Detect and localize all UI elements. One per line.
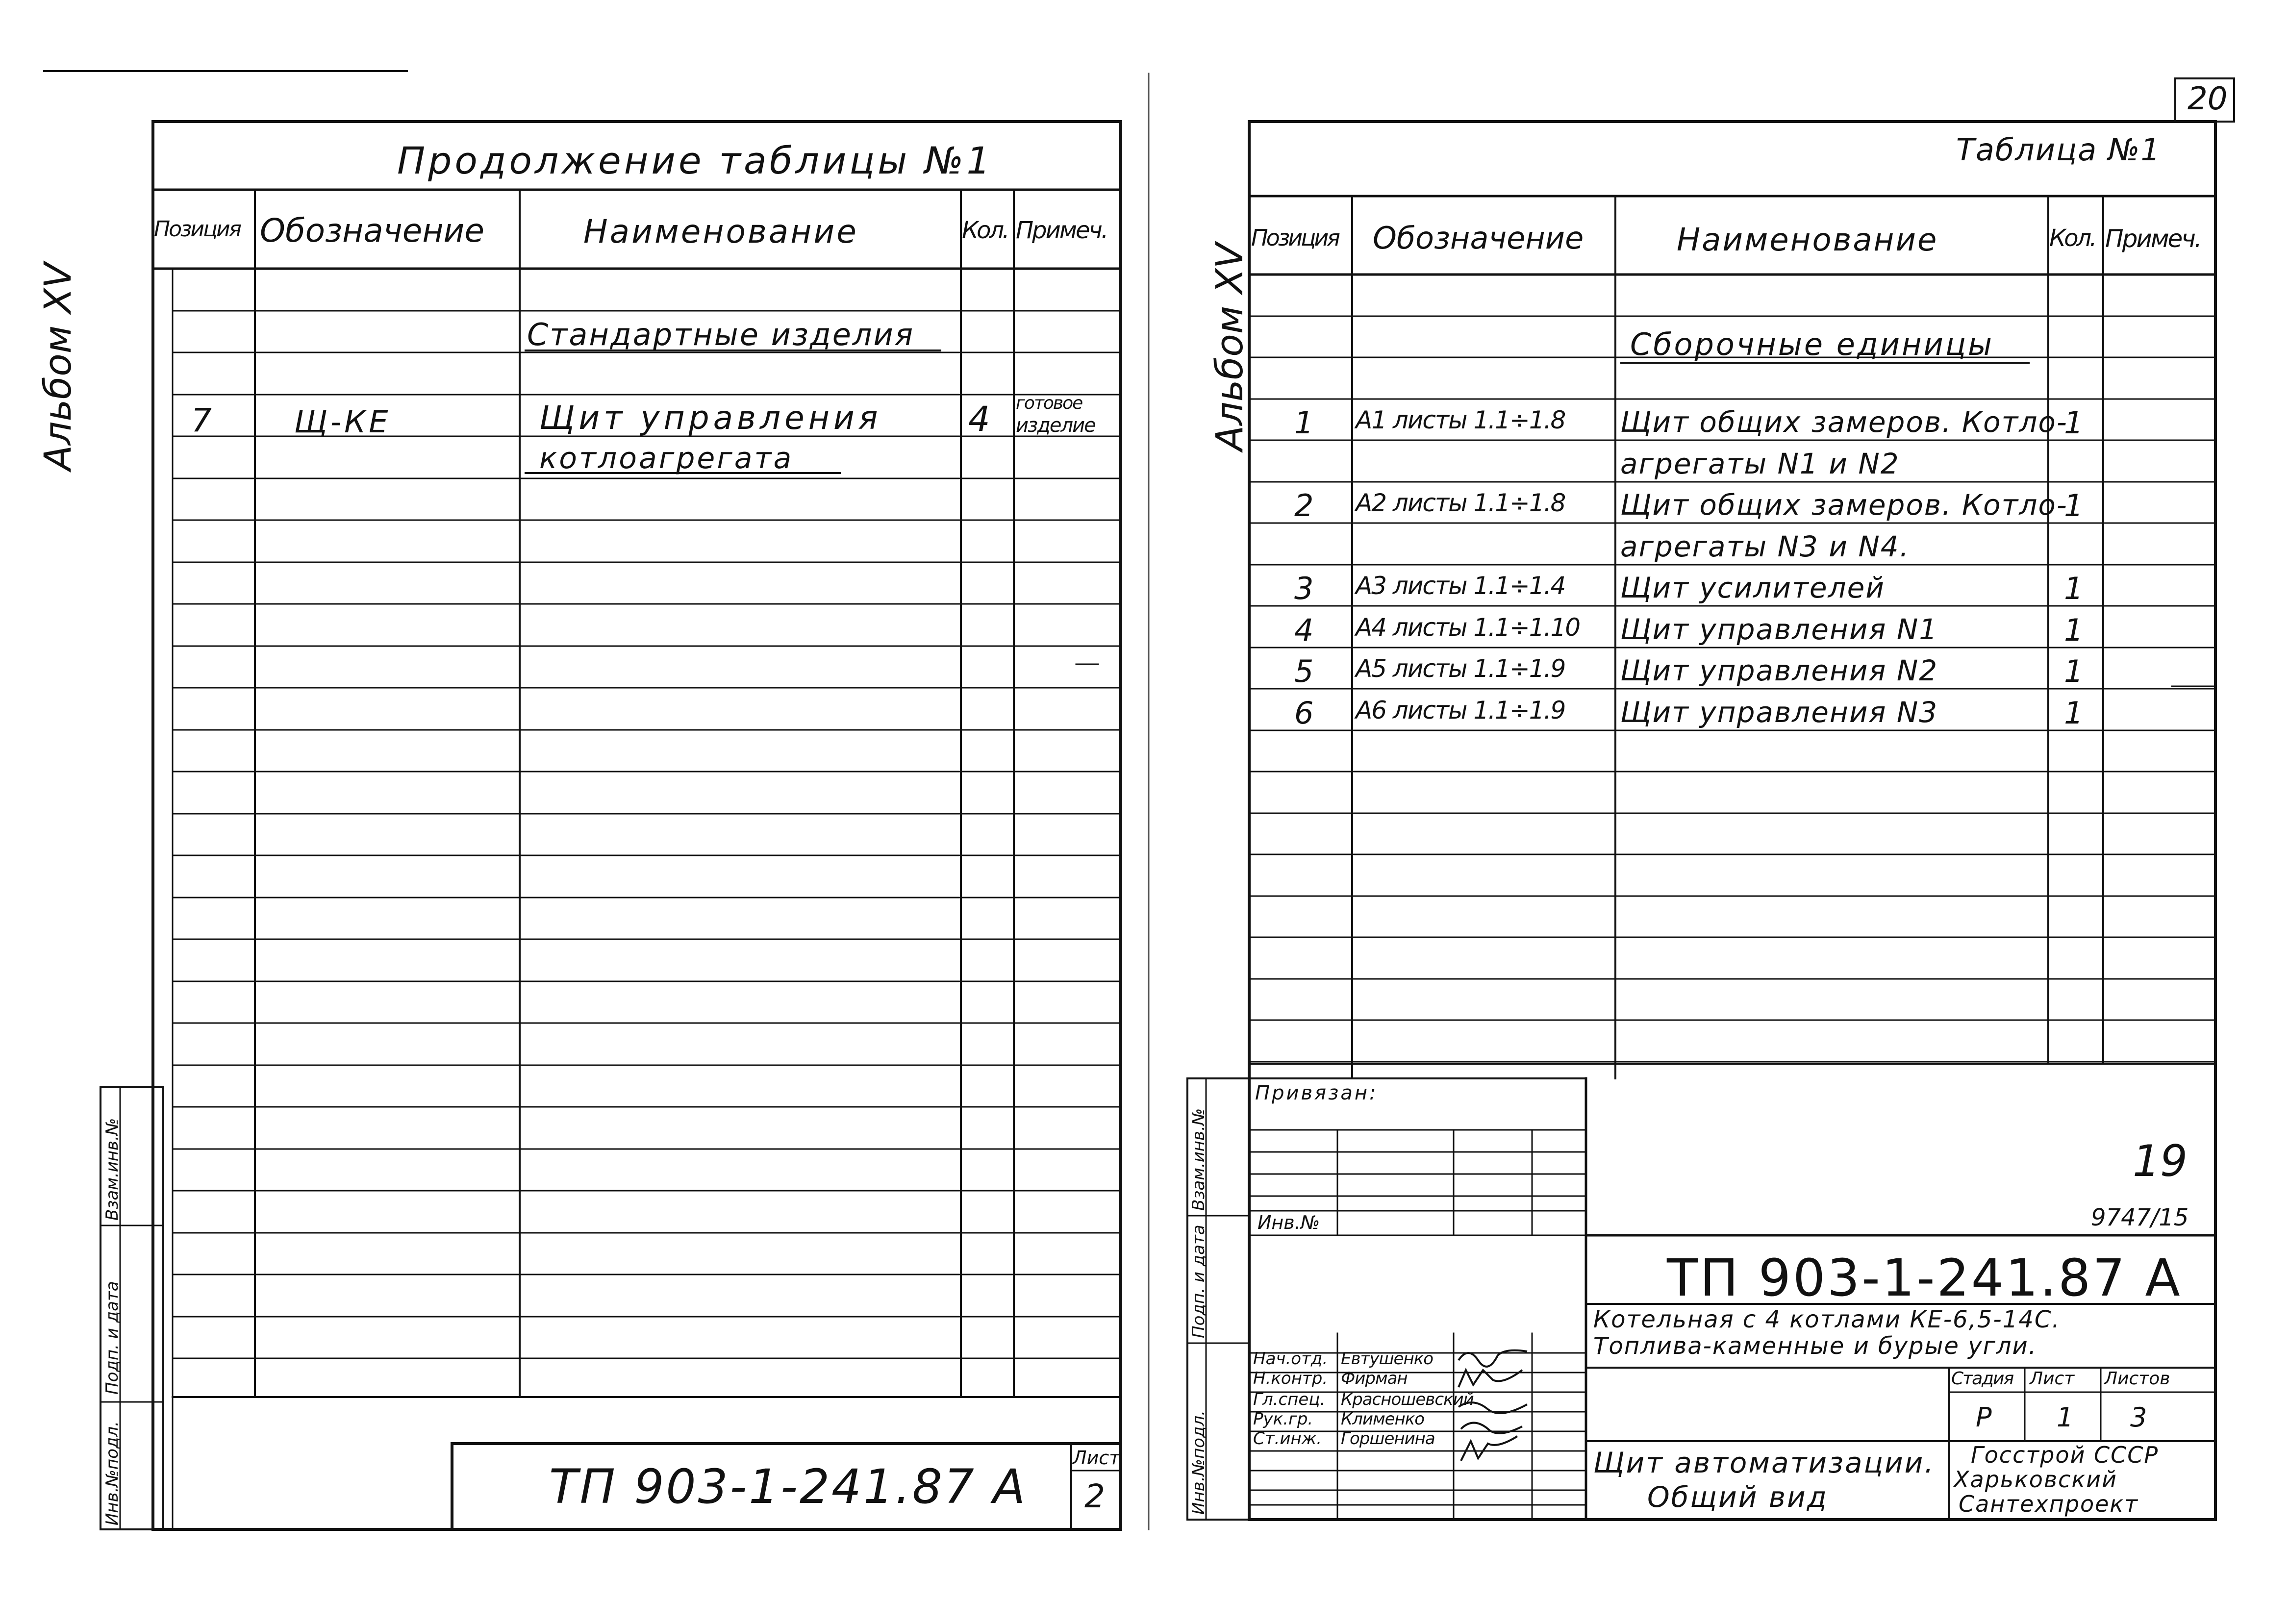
right-row-code: А6 листы 1.1÷1.9 (1356, 696, 1565, 725)
page-number: 20 (2188, 81, 2228, 117)
signature-role: Н.контр. (1253, 1369, 1328, 1388)
left-row-name-1: Щит управления (539, 399, 882, 437)
right-album-label: Альбом XV (1207, 243, 1251, 451)
right-row-name: агрегаты N3 и N4. (1620, 530, 1910, 563)
left-side-label-inv: Инв.№подл. (102, 1421, 122, 1525)
right-row-qty: 1 (2064, 405, 2084, 441)
left-stamp-code: ТП 903-1-241.87 А (549, 1459, 1028, 1514)
right-row-code: А2 листы 1.1÷1.8 (1356, 489, 1565, 517)
signature-name: Евтушенко (1341, 1349, 1434, 1369)
handwritten-number: 19 (2133, 1136, 2188, 1186)
left-table-title: Продолжение таблицы №1 (397, 139, 993, 182)
right-header-name: Наименование (1677, 222, 1938, 258)
right-row-qty: 1 (2064, 571, 2084, 606)
left-side-label-sign: Подп. и дата (102, 1281, 122, 1395)
signature-role: Нач.отд. (1253, 1349, 1328, 1369)
left-header-name: Наименование (583, 213, 858, 250)
right-header-note: Примеч. (2105, 225, 2201, 253)
sheets-value: 3 (2130, 1402, 2147, 1433)
right-row-name: агрегаты N1 и N2 (1620, 447, 1900, 480)
org-line-3: Сантехпроект (1959, 1491, 2139, 1517)
ref-number: 9747/15 (2091, 1204, 2189, 1231)
left-album-label: Альбом XV (36, 262, 79, 471)
right-row-name: Щит управления N3 (1620, 696, 1938, 729)
right-row-code: А3 листы 1.1÷1.4 (1356, 572, 1565, 600)
left-stamp-sheet-label: Лист (1073, 1447, 1120, 1469)
left-stamp-sheet-number: 2 (1084, 1477, 1105, 1515)
right-row-name: Щит управления N1 (1620, 613, 1938, 646)
right-side-label-sign: Подп. и дата (1189, 1224, 1208, 1338)
signature-role: Ст.инж. (1253, 1429, 1322, 1449)
left-row-pos: 7 (191, 401, 212, 439)
right-row-pos: 1 (1294, 405, 1314, 441)
stage-header-sheets: Листов (2104, 1369, 2170, 1389)
right-table-title: Таблица №1 (1956, 132, 2161, 168)
right-section-title: Сборочные единицы (1630, 326, 1994, 362)
stage-header-stage: Стадия (1951, 1369, 2013, 1389)
project-line-2: Топлива-каменные и бурые угли. (1593, 1332, 2037, 1360)
left-section-title: Стандартные изделия (527, 317, 915, 352)
left-header-position: Позиция (154, 217, 241, 242)
right-header-qty: Кол. (2049, 225, 2095, 252)
right-row-pos: 4 (1294, 612, 1314, 648)
left-row-note-2: изделие (1016, 414, 1095, 437)
signature-name: Красношевский (1341, 1390, 1474, 1409)
right-row-name: Щит усилителей (1620, 571, 1885, 604)
signature-name: Фирман (1341, 1369, 1408, 1388)
right-row-qty: 1 (2064, 488, 2084, 524)
right-row-code: А1 листы 1.1÷1.8 (1356, 406, 1565, 434)
left-side-label-replace: Взам.инв.№ (102, 1118, 122, 1221)
right-row-pos: 2 (1294, 488, 1314, 524)
right-row-code: А4 листы 1.1÷1.10 (1356, 613, 1580, 642)
right-row-qty: 1 (2064, 653, 2084, 689)
signature-name: Горшенина (1341, 1429, 1435, 1449)
sheet-value: 1 (2057, 1402, 2074, 1433)
bound-label: Привязан: (1255, 1082, 1378, 1104)
stage-header-sheet: Лист (2030, 1369, 2075, 1389)
right-row-pos: 5 (1294, 653, 1314, 689)
stage-value: Р (1976, 1402, 1992, 1433)
drawing-title-2: Общий вид (1647, 1480, 1828, 1514)
left-header-qty: Кол. (962, 217, 1008, 244)
left-row-name-2: котлоагрегата (539, 441, 794, 475)
drawing-title-1: Щит автоматизации. (1593, 1446, 1935, 1479)
right-header-position: Позиция (1251, 225, 1338, 251)
signature-name: Клименко (1341, 1409, 1425, 1429)
left-header-note: Примеч. (1016, 217, 1107, 244)
right-row-name: Щит общих замеров. Котло- (1620, 488, 2068, 522)
right-stamp-code: ТП 903-1-241.87 А (1667, 1248, 2182, 1308)
left-row-qty: 4 (968, 399, 990, 439)
signature-role: Гл.спец. (1253, 1390, 1326, 1409)
org-line-1: Госстрой СССР (1971, 1442, 2159, 1468)
signature-role: Рук.гр. (1253, 1409, 1313, 1429)
right-row-name: Щит управления N2 (1620, 654, 1938, 687)
right-row-qty: 1 (2064, 695, 2084, 731)
right-row-qty: 1 (2064, 612, 2084, 648)
right-row-code: А5 листы 1.1÷1.9 (1356, 654, 1565, 683)
right-row-name: Щит общих замеров. Котло- (1620, 405, 2068, 439)
right-row-pos: 6 (1294, 695, 1314, 731)
right-header-designation: Обозначение (1373, 220, 1584, 256)
right-side-label-inv: Инв.№подл. (1189, 1410, 1208, 1515)
right-row-pos: 3 (1294, 571, 1314, 606)
left-header-designation: Обозначение (260, 212, 484, 250)
left-row-note-1: готовое (1016, 393, 1082, 413)
left-row-code: Щ-КЕ (294, 404, 391, 440)
org-line-2: Харьковский (1954, 1466, 2117, 1493)
inv-label: Инв.№ (1258, 1212, 1320, 1233)
right-side-label-replace: Взам.инв.№ (1189, 1108, 1208, 1211)
project-line-1: Котельная с 4 котлами КЕ-6,5-14С. (1593, 1306, 2061, 1333)
